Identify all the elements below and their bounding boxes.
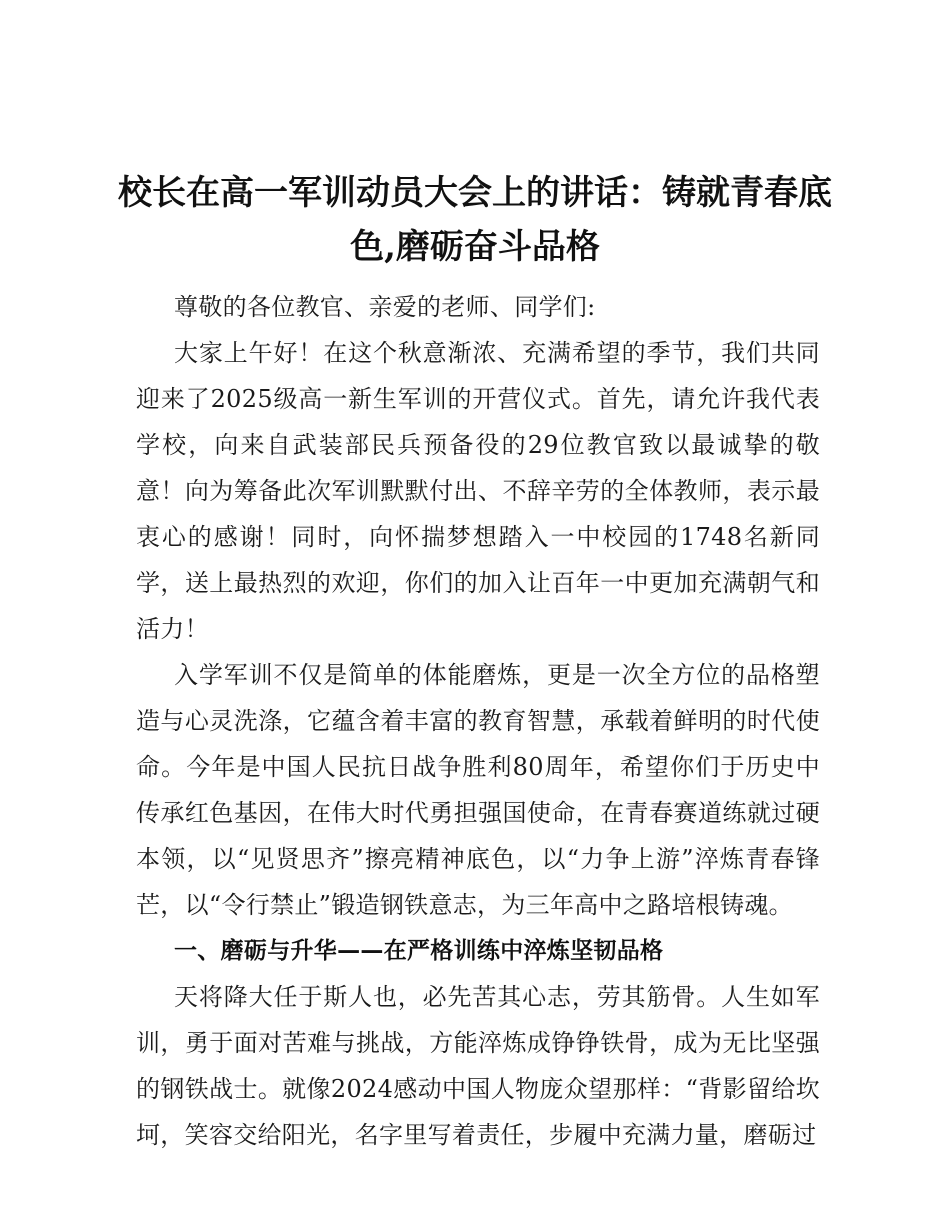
paragraph-training-meaning: 入学军训不仅是简单的体能磨炼，更是一次全方位的品格塑造与心灵洗涤，它蕴含着丰富的教育智慧，承载着鲜明的时代使命。今年是中国人民抗日战争胜利80周年，希望你们于历史中传承红色基因，在伟大时代勇担强国使命，在青春赛道练就过硬本领，以“见贤思齐”擦亮精神底色，以“力争上游”淬炼青春锋芒，以“令行禁止”锻造钢铁意志，为三年高中之路培根铸魂。 (136, 661, 820, 919)
paragraph-opening: 大家上午好！在这个秋意渐浓、充满希望的季节，我们共同迎来了2025级高一新生军训的开营仪式。首先，请允许我代表学校，向来自武装部民兵预备役的29位教官致以最诚挚的敬意！向为筹备此次军训默默付出、不辞辛劳的全体教师，表示最衷心的感谢！同时，向怀揣梦想踏入一中校园的1748名新同学，送上最热烈的欢迎，你们的加入让百年一中更加充满朝气和活力！ (136, 339, 820, 643)
document-body (136, 284, 820, 1158)
document-title: 校长在高一军训动员大会上的讲话：铸就青春底色,磨砺奋斗品格 (118, 173, 832, 267)
greeting: 尊敬的各位教官、亲爱的老师、同学们: (174, 293, 596, 321)
section-paragraph: 天将降大任于斯人也，必先苦其心志，劳其筋骨。人生如军训，勇于面对苦难与挑战，方能淬炼成铮铮铁骨，成为无比坚强的钢铁战士。就像2024感动中国人物庞众望那样：“背影留给坎坷，笑容交给阳光，名字里写着责任，步履中充满力量，磨砺过 (136, 983, 820, 1149)
section-heading: 一、磨砺与升华——在严格训练中淬炼坚韧品格 (174, 938, 664, 964)
